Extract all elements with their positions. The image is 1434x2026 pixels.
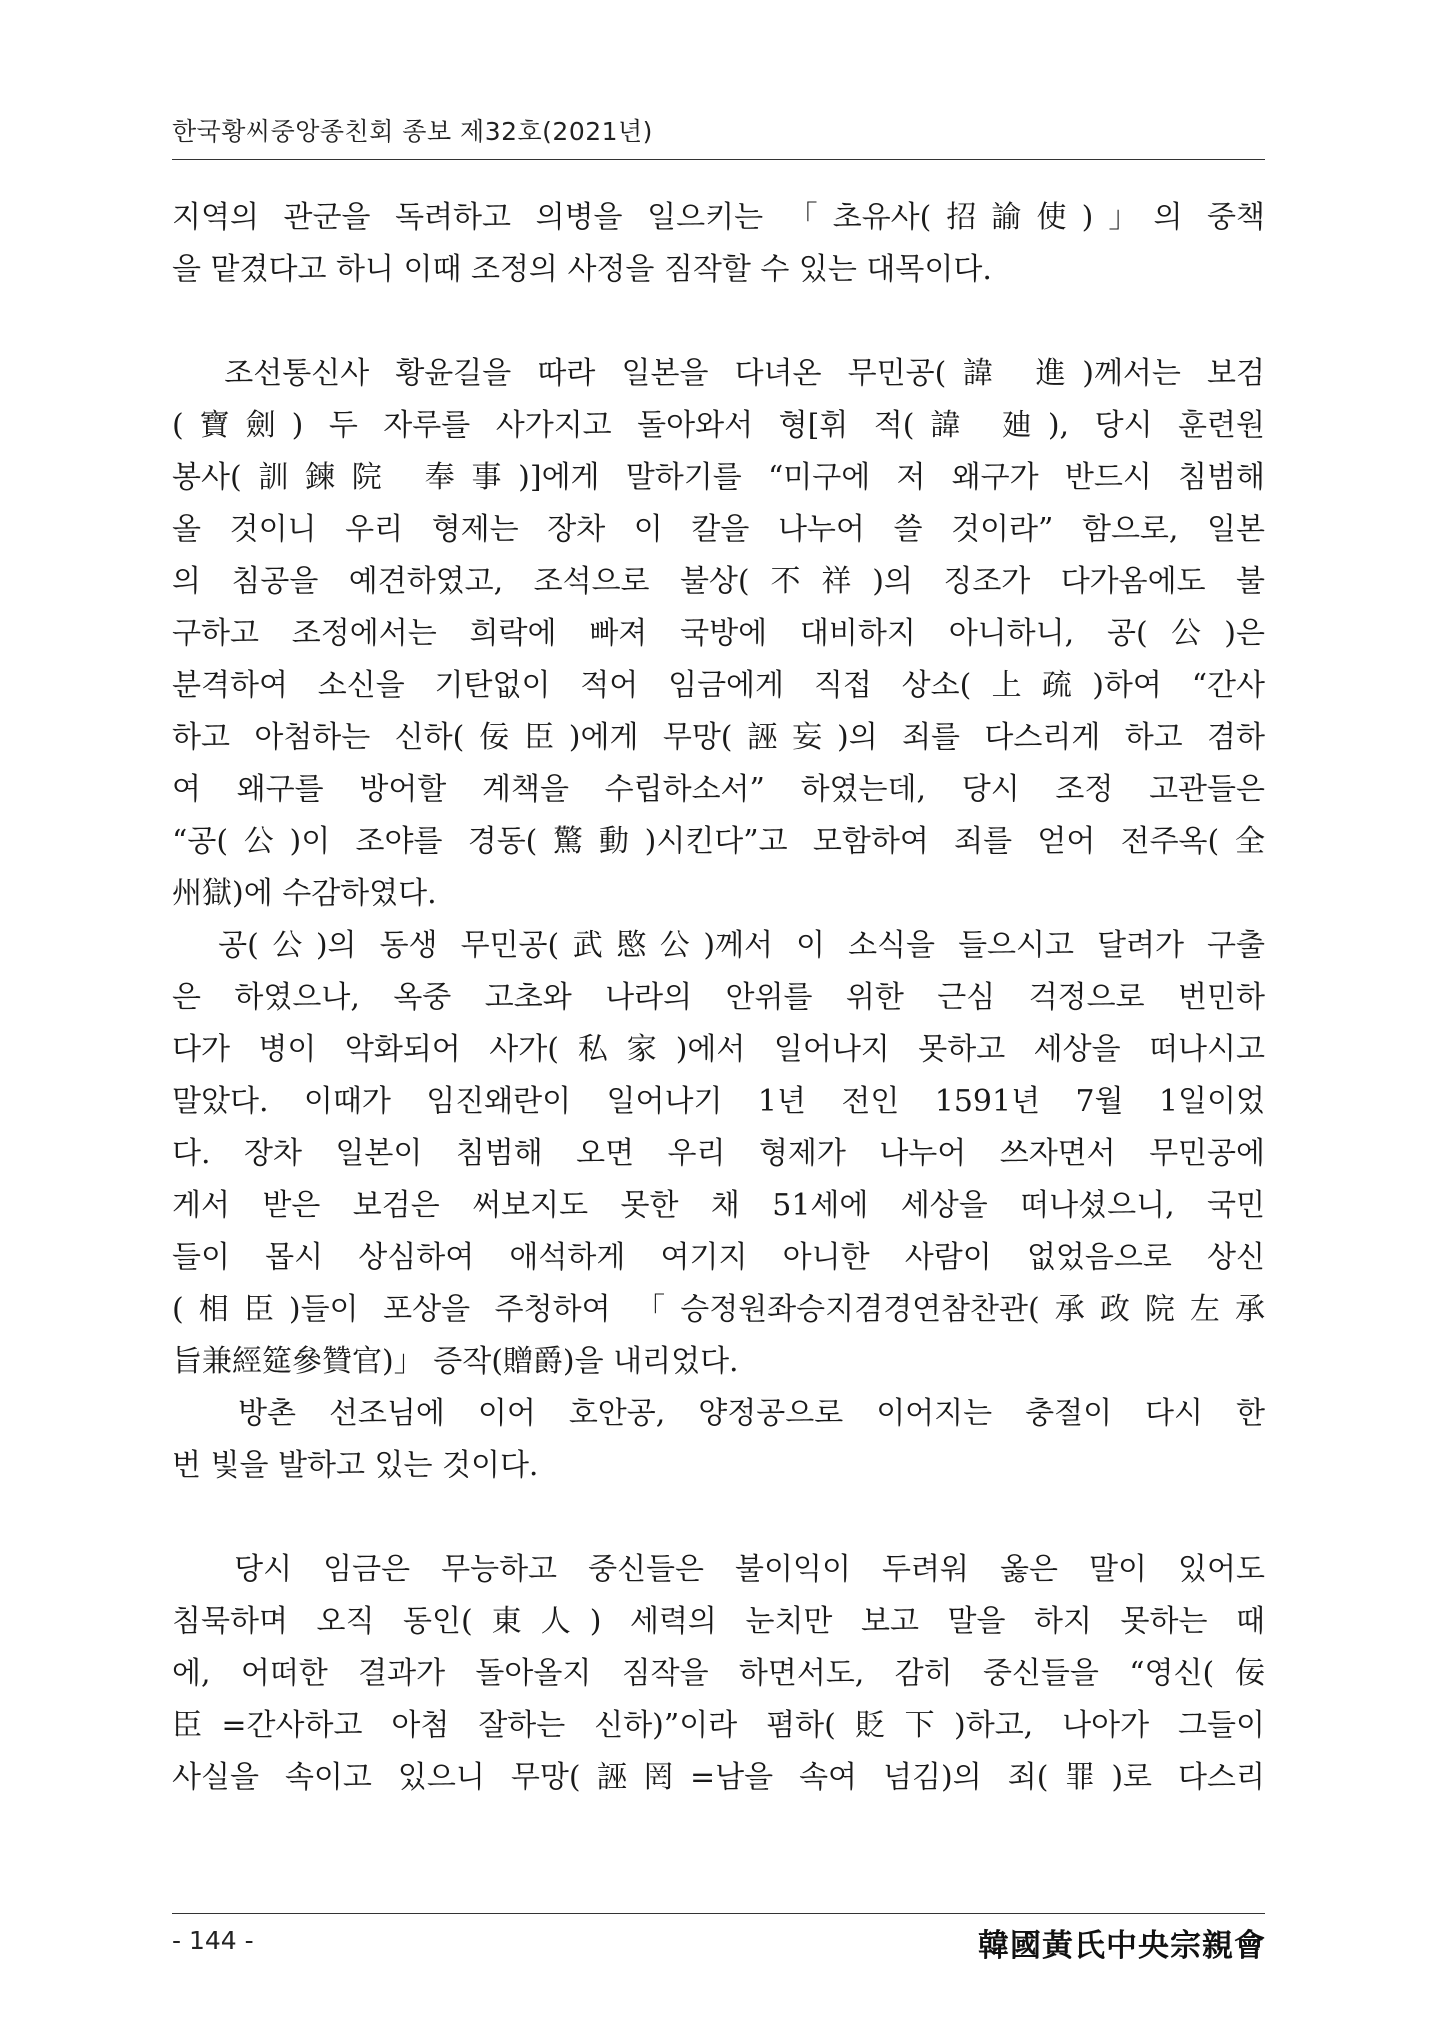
- text-line: 하고 아첨하는 신하(佞臣)에게 무망(誣妄)의 죄를 다스리게 하고 겸하: [172, 720, 1265, 755]
- paragraph: [172, 1544, 1265, 1804]
- paragraph: [172, 920, 1265, 1388]
- footer-divider: [172, 1913, 1265, 1914]
- text-line: 은 하였으나, 옥중 고초와 나라의 안위를 위한 근심 걱정으로 번민하: [172, 980, 1265, 1015]
- article-body: [172, 192, 1265, 1804]
- text-line: 당시 임금은 무능하고 중신들은 불이익이 두려워 옳은 말이 있어도: [172, 1552, 1265, 1587]
- text-line: 공(公)의 동생 무민공(武愍公)께서 이 소식을 들으시고 달려가 구출: [172, 928, 1265, 963]
- text-line: 침묵하며 오직 동인(東人) 세력의 눈치만 보고 말을 하지 못하는 때: [172, 1604, 1265, 1639]
- text-line: 들이 몹시 상심하여 애석하게 여기지 아니한 사람이 없었음으로 상신: [172, 1240, 1265, 1275]
- text-line: 臣=간사하고 아첨 잘하는 신하)”이라 폄하(貶下)하고, 나아가 그들이: [172, 1708, 1265, 1743]
- paragraph: [172, 192, 1265, 296]
- text-line: 말았다. 이때가 임진왜란이 일어나기 1년 전인 1591년 7월 1일이었: [172, 1084, 1265, 1119]
- text-line: (寶劍) 두 자루를 사가지고 돌아와서 형[휘 적(諱 廸), 당시 훈련원: [172, 408, 1265, 443]
- text-line: 사실을 속이고 있으니 무망(誣罔=남을 속여 넘김)의 죄(罪)로 다스리: [172, 1760, 1265, 1795]
- text-line: 州獄)에 수감하였다.: [172, 876, 437, 911]
- text-line: 의 침공을 예견하였고, 조석으로 불상(不祥)의 징조가 다가옴에도 불: [172, 564, 1265, 599]
- text-line: 분격하여 소신을 기탄없이 적어 임금에게 직접 상소(上疏)하여 “간사: [172, 668, 1265, 703]
- text-line: 旨兼經筵參贊官)」 증작(贈爵)을 내리었다.: [172, 1344, 739, 1379]
- page-header: 한국황씨중앙종친회 종보 제32호(2021년): [172, 117, 653, 146]
- paragraph: [172, 1388, 1265, 1492]
- text-line: 지역의 관군을 독려하고 의병을 일으키는 「초유사(招諭使)」의 중책: [172, 200, 1265, 235]
- text-line: 다. 장차 일본이 침범해 오면 우리 형제가 나누어 쓰자면서 무민공에: [172, 1136, 1265, 1171]
- header-divider: [172, 159, 1265, 160]
- text-line: “공(公)이 조야를 경동(驚動)시킨다”고 모함하여 죄를 얻어 전주옥(全: [172, 824, 1265, 859]
- text-line: 구하고 조정에서는 희락에 빠져 국방에 대비하지 아니하니, 공(公)은: [172, 616, 1265, 651]
- page-number: - 144 -: [172, 1926, 254, 1955]
- text-line: 조선통신사 황윤길을 따라 일본을 다녀온 무민공(諱 進)께서는 보검: [172, 356, 1265, 391]
- text-line: 번 빛을 발하고 있는 것이다.: [172, 1448, 539, 1483]
- text-line: 다가 병이 악화되어 사가(私家)에서 일어나지 못하고 세상을 떠나시고: [172, 1032, 1265, 1067]
- text-line: 을 맡겼다고 하니 이때 조정의 사정을 짐작할 수 있는 대목이다.: [172, 252, 992, 287]
- text-line: 봉사(訓鍊院 奉事)]에게 말하기를 “미구에 저 왜구가 반드시 침범해: [172, 460, 1265, 495]
- organization-name: 韓國黃氏中央宗親會: [978, 1928, 1266, 1964]
- text-line: 여 왜구를 방어할 계책을 수립하소서” 하였는데, 당시 조정 고관들은: [172, 772, 1265, 807]
- text-line: 에, 어떠한 결과가 돌아올지 짐작을 하면서도, 감히 중신들을 “영신(佞: [172, 1656, 1265, 1691]
- text-line: (相臣)들이 포상을 주청하여 「승정원좌승지겸경연참찬관(承政院左承: [172, 1292, 1265, 1327]
- text-line: 방촌 선조님에 이어 호안공, 양정공으로 이어지는 충절이 다시 한: [172, 1396, 1265, 1431]
- paragraph: [172, 348, 1265, 920]
- text-line: 게서 받은 보검은 써보지도 못한 채 51세에 세상을 떠나셨으니, 국민: [172, 1188, 1265, 1223]
- text-line: 올 것이니 우리 형제는 장차 이 칼을 나누어 쓸 것이라” 함으로, 일본: [172, 512, 1265, 547]
